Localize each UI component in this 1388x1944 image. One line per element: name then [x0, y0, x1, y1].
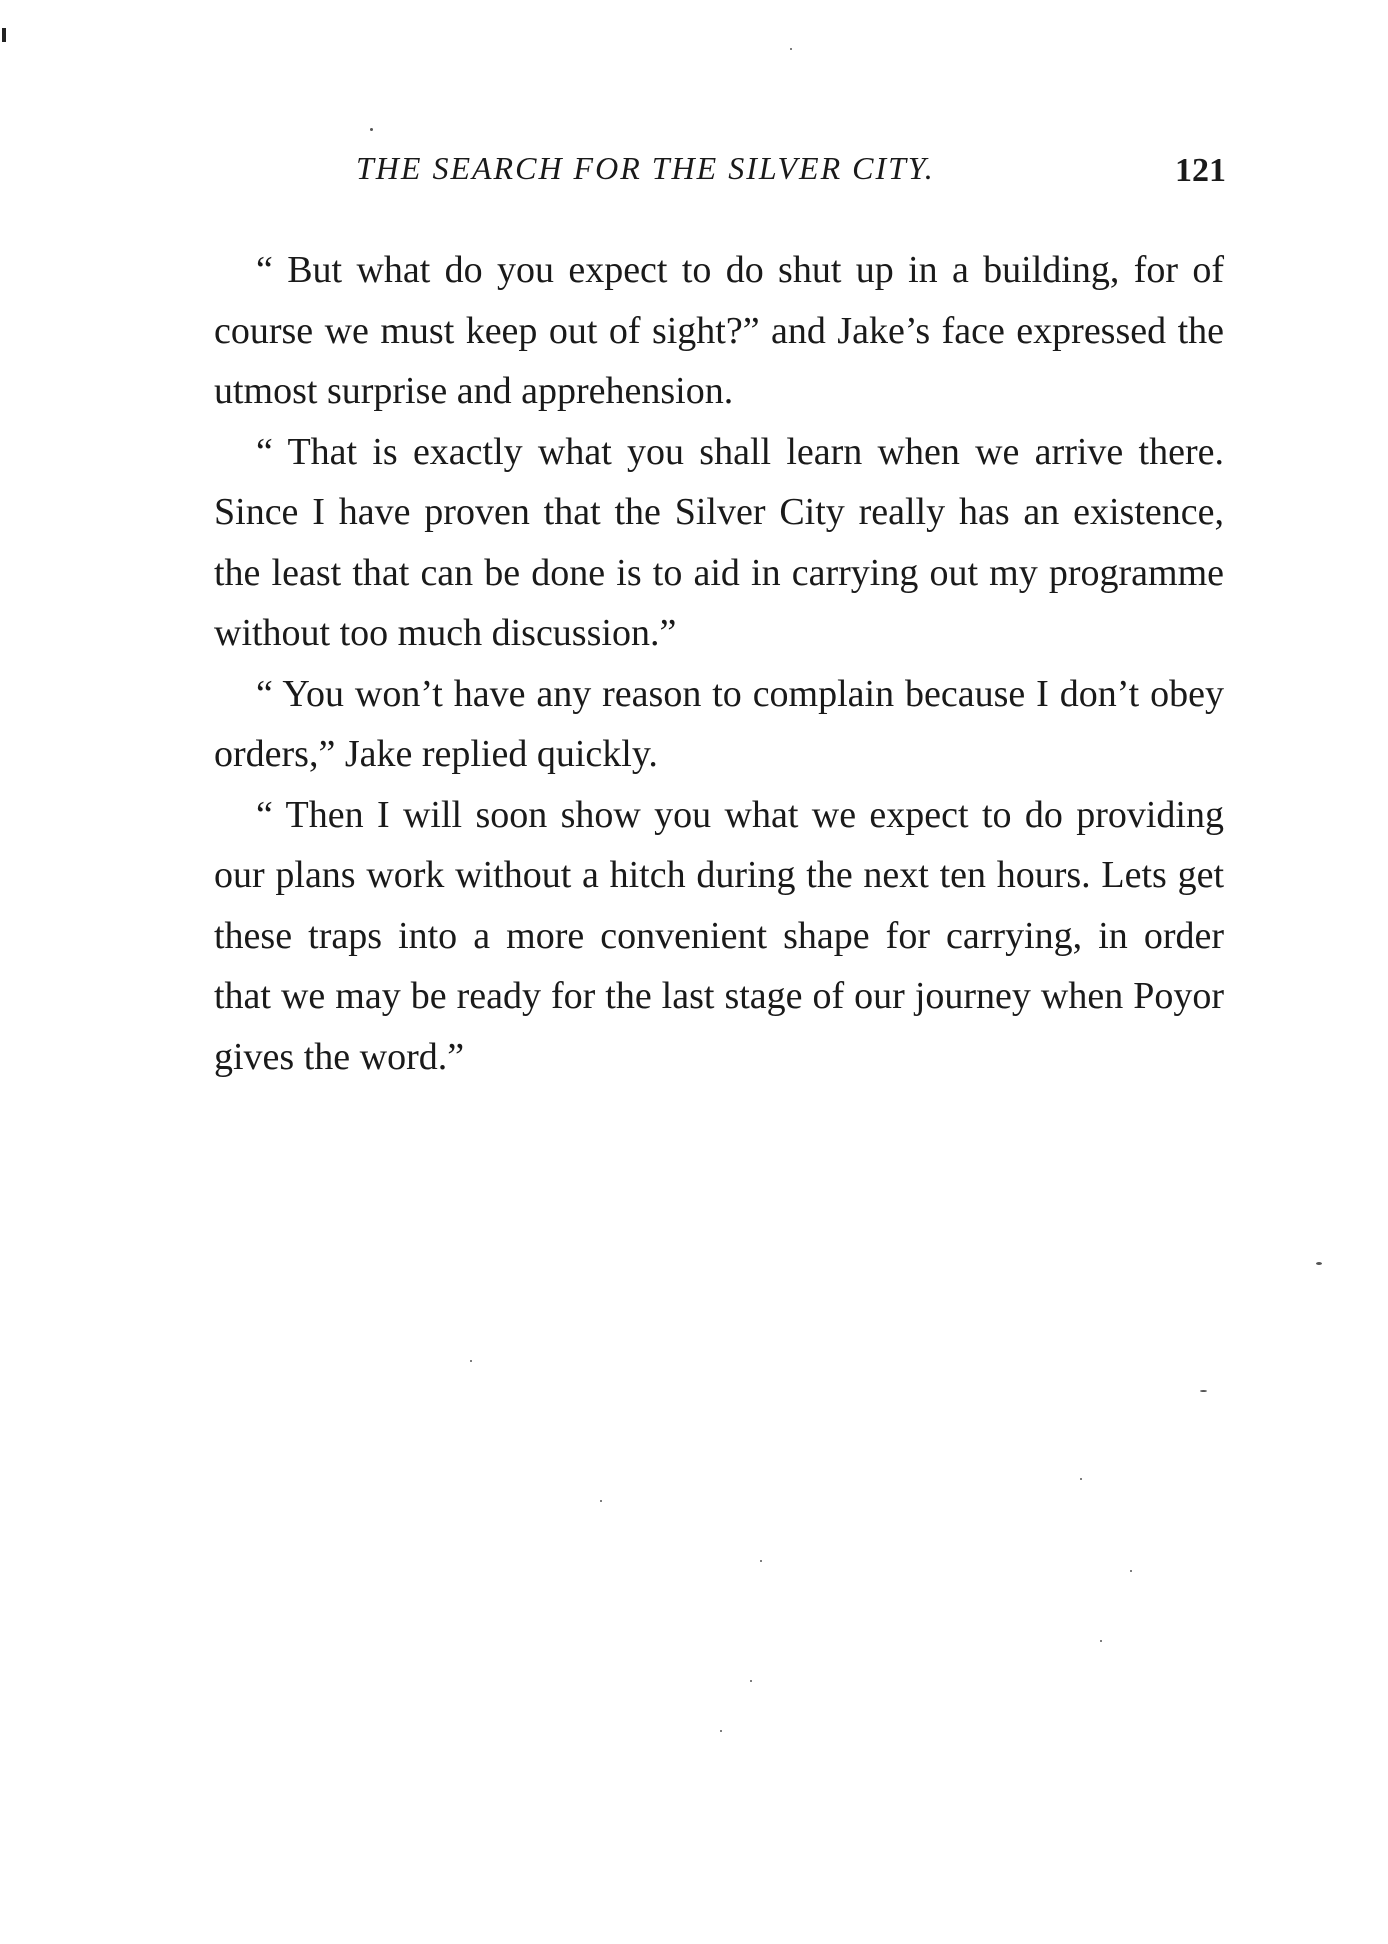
- scan-speck: [1316, 1262, 1322, 1265]
- paragraph-2: “ That is exactly what you shall learn when we arrive there. Since I have proven that the Silver City really has an existence, the least that can be done is to aid in carrying out my programme without too much discussion.”: [214, 430, 1224, 654]
- scan-speck: [370, 128, 373, 131]
- paragraph-1: “ But what do you expect to do shut up in a building, for of course we must keep out of sight?” and Jake’s face expressed the utmost surprise and apprehension.: [214, 249, 1224, 412]
- scan-speck: [750, 1680, 752, 1682]
- scan-speck: [1200, 1390, 1207, 1392]
- scan-speck: [760, 1560, 762, 1562]
- page-number: 121: [1175, 152, 1226, 189]
- scan-speck: [1080, 1478, 1082, 1480]
- scan-speck: [1130, 1570, 1132, 1572]
- scan-speck: [790, 48, 792, 50]
- body-text: [214, 240, 1224, 1087]
- running-title: THE SEARCH FOR THE SILVER CITY.: [356, 150, 935, 186]
- running-head: [356, 150, 1226, 210]
- paragraph-4: “ Then I will soon show you what we expect to do providing our plans work without a hitch during the next ten hours. Lets get these traps into a more convenient shape for carrying, in order that we may be ready for the last stage of our journey when Poyor gives the word.”: [214, 793, 1224, 1078]
- scan-speck: [470, 1360, 472, 1362]
- paragraph-3: “ You won’t have any reason to complain because I don’t obey orders,” Jake replied quickly.: [214, 672, 1224, 775]
- scan-speck: [720, 1730, 722, 1732]
- scan-edge-mark: [2, 28, 6, 42]
- scan-speck: [600, 1500, 602, 1502]
- scan-speck: [1100, 1640, 1102, 1642]
